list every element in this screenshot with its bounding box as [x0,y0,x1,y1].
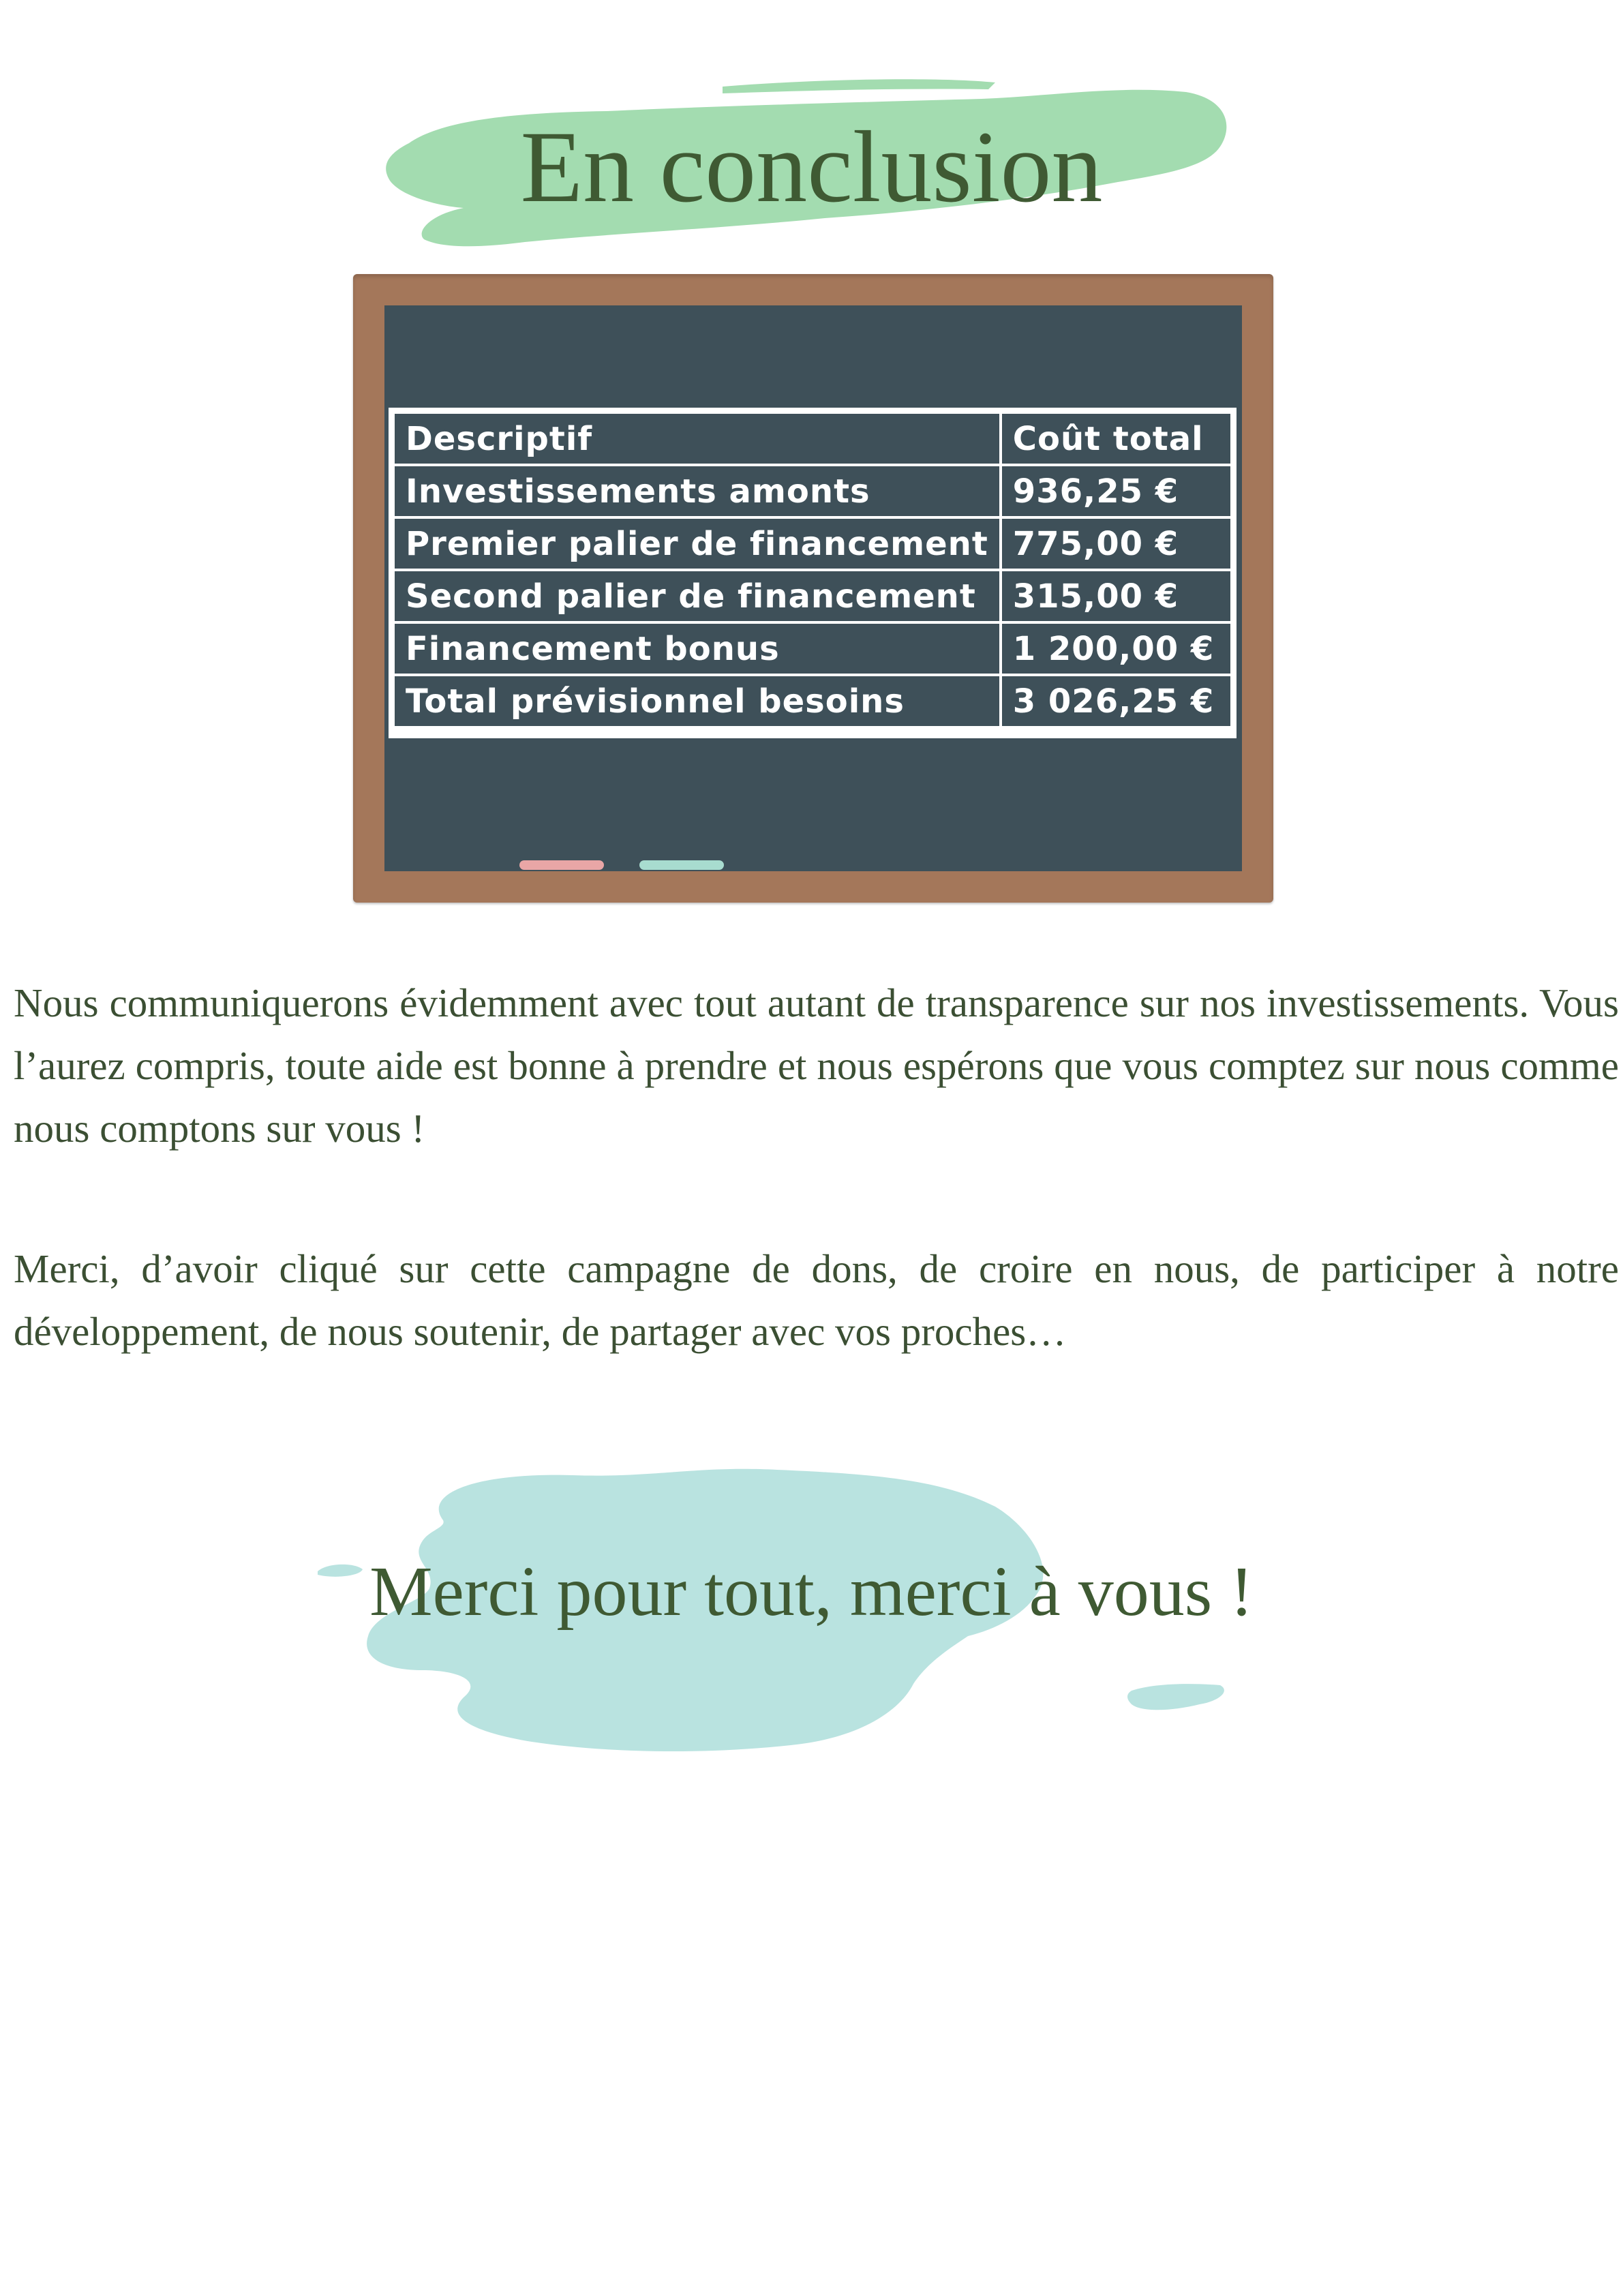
paragraph-merci: Merci, d’avoir cliqué sur cette campagne de dons, de croire en nous, de participer à notre développement, de nous soutenir, de partager avec vos proches… [14,1246,1619,1354]
table-header-row [392,411,1234,466]
table-row-total [392,675,1234,732]
header-descriptif: Descriptif [392,411,1001,466]
row-cost: 936,25 € [1001,465,1234,517]
page-title: En conclusion [520,110,1103,224]
paragraph-transparence: Nous communiquerons évidemment avec tout autant de transparence sur nos investissements. Vous l’aurez compris, toute aide est bonne à prendre et nous espérons que vous comptez sur nous comme nous comptons sur vous ! [14,980,1619,1151]
closing-message: Merci pour tout, merci à vous ! [369,1552,1254,1631]
row-label: Second palier de financement [392,570,1001,622]
table-row [392,622,1234,675]
row-label: Premier palier de financement [392,517,1001,570]
row-label: Investissements amonts [392,465,1001,517]
row-cost: 3 026,25 € [1001,675,1234,732]
table-row [392,517,1234,570]
pink-chalk [519,860,604,870]
row-label: Total prévisionnel besoins [392,675,1001,732]
header-cout-total: Coût total [1001,411,1234,466]
table-row [392,570,1234,622]
row-cost: 1 200,00 € [1001,622,1234,675]
table-row [392,465,1234,517]
row-cost: 315,00 € [1001,570,1234,622]
row-cost: 775,00 € [1001,517,1234,570]
cost-table [389,408,1237,738]
teal-chalk [639,860,724,870]
row-label: Financement bonus [392,622,1001,675]
